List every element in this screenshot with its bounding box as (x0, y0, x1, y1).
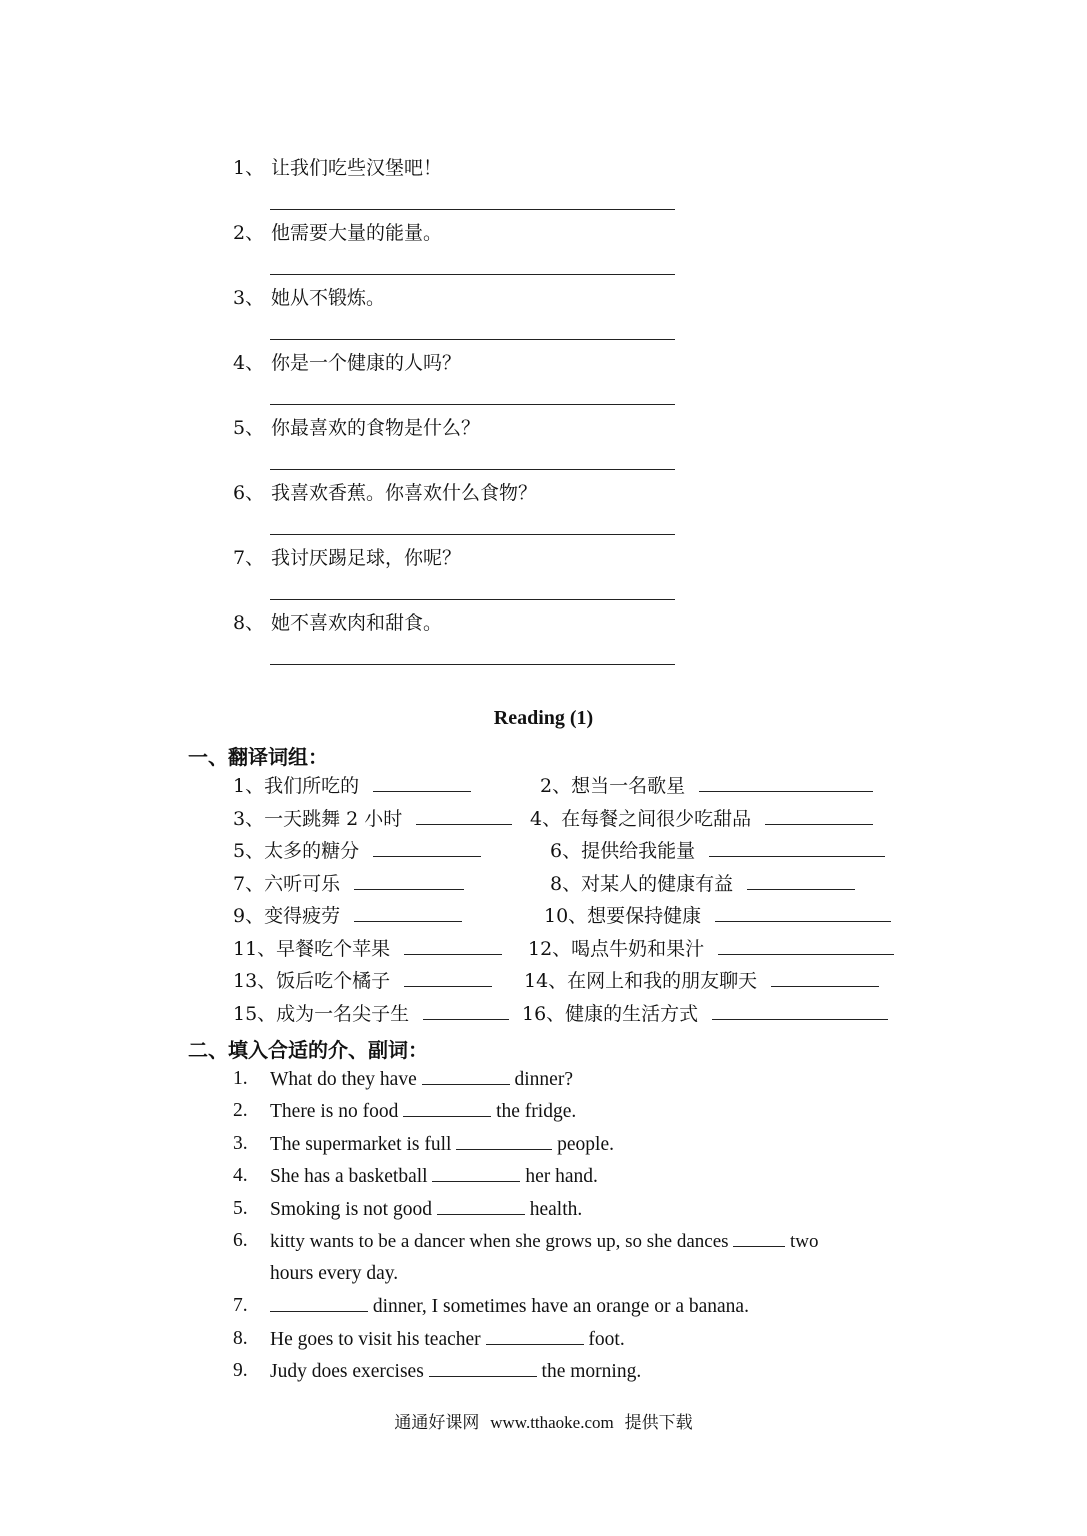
phrase-blank[interactable] (765, 806, 873, 825)
item-number: 8. (233, 1328, 248, 1349)
fill-in-item: There is no food the fridge. (270, 1101, 577, 1122)
fill-in-item: Smoking is not good health. (270, 1199, 583, 1220)
fill-in-blank[interactable] (437, 1197, 525, 1215)
phrase-blank[interactable] (709, 838, 885, 857)
phrase-item: 7、六听可乐 (233, 871, 464, 896)
phrase-item: 15、成为一名尖子生 (233, 1001, 509, 1026)
phrase-blank[interactable] (699, 773, 873, 792)
phrase-blank[interactable] (354, 871, 464, 890)
answer-line[interactable] (270, 404, 675, 405)
fill-in-item: Judy does exercises the morning. (270, 1361, 642, 1382)
fill-in-item: kitty wants to be a dancer when she grows up, so she dances two (270, 1231, 819, 1252)
answer-line[interactable] (270, 209, 675, 210)
sentence-item: 8、 她不喜欢肉和甜食。 (233, 612, 443, 634)
page-footer: 通通好课网 www.tthaoke.com 提供下载 (394, 1413, 693, 1433)
phrase-blank[interactable] (712, 1001, 888, 1020)
fill-in-item: dinner, I sometimes have an orange or a banana. (270, 1294, 749, 1319)
phrase-blank[interactable] (373, 773, 471, 792)
phrase-blank[interactable] (373, 838, 481, 857)
section-heading-fill-in: 二、填入合适的介、副词： (188, 1038, 428, 1062)
phrase-item: 11、早餐吃个苹果 (233, 936, 502, 961)
sentence-item: 4、 你是一个健康的人吗？ (233, 352, 462, 374)
sentence-item: 3、 她从不锻炼。 (233, 287, 386, 309)
answer-line[interactable] (270, 534, 675, 535)
item-number: 2. (233, 1100, 248, 1121)
fill-in-item: She has a basketball her hand. (270, 1166, 598, 1187)
footer-site-link[interactable]: www.tthaoke.com (490, 1413, 614, 1432)
phrase-item: 10、想要保持健康 (544, 903, 891, 928)
fill-in-item: What do they have dinner? (270, 1069, 573, 1090)
phrase-blank[interactable] (747, 871, 855, 890)
fill-in-item: The supermarket is full people. (270, 1134, 615, 1155)
item-number: 9. (233, 1360, 248, 1381)
sentence-item: 2、 他需要大量的能量。 (233, 222, 443, 244)
fill-in-blank[interactable] (403, 1099, 491, 1117)
answer-line[interactable] (270, 339, 675, 340)
phrase-item: 9、变得疲劳 (233, 903, 462, 928)
item-number: 3. (233, 1133, 248, 1154)
phrase-item: 2、想当一名歌星 (540, 773, 873, 798)
sentence-item: 5、 你最喜欢的食物是什么？ (233, 417, 481, 439)
fill-in-blank[interactable] (270, 1294, 368, 1312)
phrase-item: 16、健康的生活方式 (522, 1001, 888, 1026)
phrase-item: 8、对某人的健康有益 (550, 871, 855, 896)
reading-title: Reading (1) (493, 707, 594, 729)
fill-in-blank[interactable] (733, 1229, 785, 1247)
sentence-item: 1、 让我们吃些汉堡吧！ (233, 157, 443, 179)
item-number: 4. (233, 1165, 248, 1186)
sentence-item: 7、 我讨厌踢足球，你呢？ (233, 547, 462, 569)
answer-line[interactable] (270, 469, 675, 470)
phrase-blank[interactable] (404, 936, 502, 955)
fill-in-item-continuation: hours every day. (270, 1263, 399, 1284)
phrase-blank[interactable] (715, 903, 891, 922)
phrase-blank[interactable] (771, 968, 879, 987)
section-heading-translate: 一、翻译词组： (188, 745, 328, 769)
fill-in-blank[interactable] (456, 1132, 552, 1150)
phrase-blank[interactable] (718, 936, 894, 955)
phrase-item: 4、在每餐之间很少吃甜品 (530, 806, 873, 831)
phrase-item: 13、饭后吃个橘子 (233, 968, 492, 993)
sentence-item: 6、 我喜欢香蕉。你喜欢什么食物？ (233, 482, 538, 504)
answer-line[interactable] (270, 664, 675, 665)
phrase-item: 12、喝点牛奶和果汁 (528, 936, 894, 961)
phrase-blank[interactable] (404, 968, 492, 987)
fill-in-item: He goes to visit his teacher foot. (270, 1329, 625, 1350)
item-number: 7. (233, 1295, 248, 1316)
phrase-item: 3、一天跳舞 2 小时 (233, 806, 512, 831)
answer-line[interactable] (270, 274, 675, 275)
phrase-item: 5、太多的糖分 (233, 838, 481, 863)
item-number: 6. (233, 1230, 248, 1251)
item-number: 5. (233, 1198, 248, 1219)
fill-in-blank[interactable] (422, 1067, 510, 1085)
phrase-blank[interactable] (354, 903, 462, 922)
phrase-blank[interactable] (416, 806, 512, 825)
fill-in-blank[interactable] (429, 1359, 537, 1377)
fill-in-blank[interactable] (486, 1327, 584, 1345)
fill-in-blank[interactable] (432, 1164, 520, 1182)
item-number: 1. (233, 1068, 248, 1089)
phrase-blank[interactable] (423, 1001, 509, 1020)
phrase-item: 14、在网上和我的朋友聊天 (524, 968, 879, 993)
answer-line[interactable] (270, 599, 675, 600)
phrase-item: 6、提供给我能量 (550, 838, 885, 863)
phrase-item: 1、我们所吃的 (233, 773, 471, 798)
